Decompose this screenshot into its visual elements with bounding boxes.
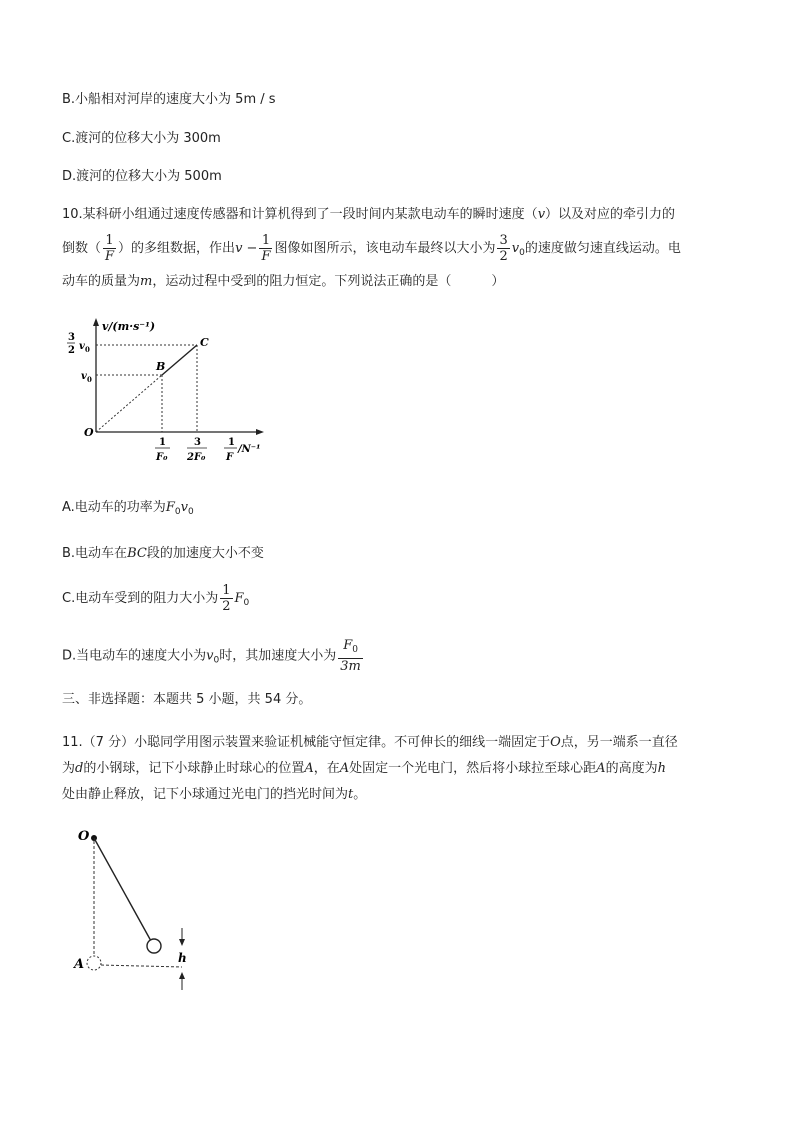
q10-option-a: A.电动车的功率为$F_0v_0$ [62,500,194,517]
y-axis-arrow-icon [93,318,99,326]
steel-ball [147,939,161,953]
q9-option-c: C.渡河的位移大小为 300m [62,131,221,146]
q11-stem-line2: 为d的小钢球，记下小球静止时球心的位置A，在A处固定一个光电门，然后将小球拉至球心距A的高度为h [62,761,666,776]
x-axis-frac-den: F [226,452,234,463]
svg-text:0: 0 [87,375,92,384]
x-tick2-den: 2F₀ [187,452,206,463]
y-tick-top-v: v [79,341,85,352]
bc-segment [162,345,197,375]
point-b-label: B [156,360,166,373]
arrow-down-icon [179,939,185,946]
q11-stem-line1: 11.（7 分）小聪同学用图示装置来验证机械能守恒定律。不可伸长的细线一端固定于O点，另一端系一直径 [62,735,678,750]
arrow-up-icon [179,972,185,979]
q9-option-d: D.渡河的位移大小为 500m [62,169,222,184]
svg-text:0: 0 [85,345,90,354]
q10-stem-line3: 动车的质量为m，运动过程中受到的阻力恒定。下列说法正确的是（ ） [62,274,505,289]
q10-stem-line2: 倒数（ $\frac{1}{F}$ ）的多组数据，作出v − $\frac{1}{F}$ 图像如图所示，该电动车最终以大小为 $\frac{3}{2}$ $v_0$的速度做匀速直线运动。电 [62,233,681,264]
origin-label: O [84,426,94,439]
q11-stem-line3: 处由静止释放，记下小球通过光电门的挡光时间为t。 [62,787,367,802]
x-axis-label: /N⁻¹ [238,444,261,455]
y-tick-top-num: 3 [68,332,75,343]
y-tick-top-den: 2 [68,345,75,356]
x-axis-arrow-icon [256,429,264,435]
fraction-1-over-f: $\frac{1}{F}$ [105,233,115,264]
velocity-vs-inverse-force-graph [62,310,272,470]
string [94,838,151,941]
point-c-label: C [200,336,209,349]
y-tick-mid-v: v [81,371,87,382]
label-h: h [178,951,187,965]
fraction-1-over-f: $\frac{1}{F}$ [261,233,271,264]
q10-stem-line1: 10.某科研小组通过速度传感器和计算机得到了一段时间内某款电动车的瞬时速度（v）以及对应的牵引力的 [62,207,676,222]
q10-option-c: C.电动车受到的阻力大小为 $\frac{1}{2}$ $F_0$ [62,583,250,614]
x-axis-frac-num: 1 [228,437,235,448]
pendulum-diagram [62,820,202,1000]
q10-option-b: B.电动车在BC段的加速度大小不变 [62,546,264,561]
origin-to-b-dashed-line [96,375,162,432]
q10-option-d: D.当电动车的速度大小为$v_0$时，其加速度大小为 $\frac{F_0}{3m}$ [62,638,361,674]
fraction-3-over-2: $\frac{3}{2}$ [499,233,508,264]
q9-option-b: B.小船相对河岸的速度大小为 5m / s [62,92,276,107]
x-tick1-den: F₀ [156,452,168,463]
section-3-heading: 三、非选择题：本题共 5 小题，共 54 分。 [62,692,312,707]
label-o: O [78,829,90,844]
label-a: A [74,957,85,972]
x-tick1-num: 1 [159,437,166,448]
ball-rest-position [87,956,101,970]
y-axis-label: v/(m·s⁻¹) [102,320,156,333]
horizontal-dashed-line [101,965,182,967]
x-tick2-num: 3 [194,437,201,448]
